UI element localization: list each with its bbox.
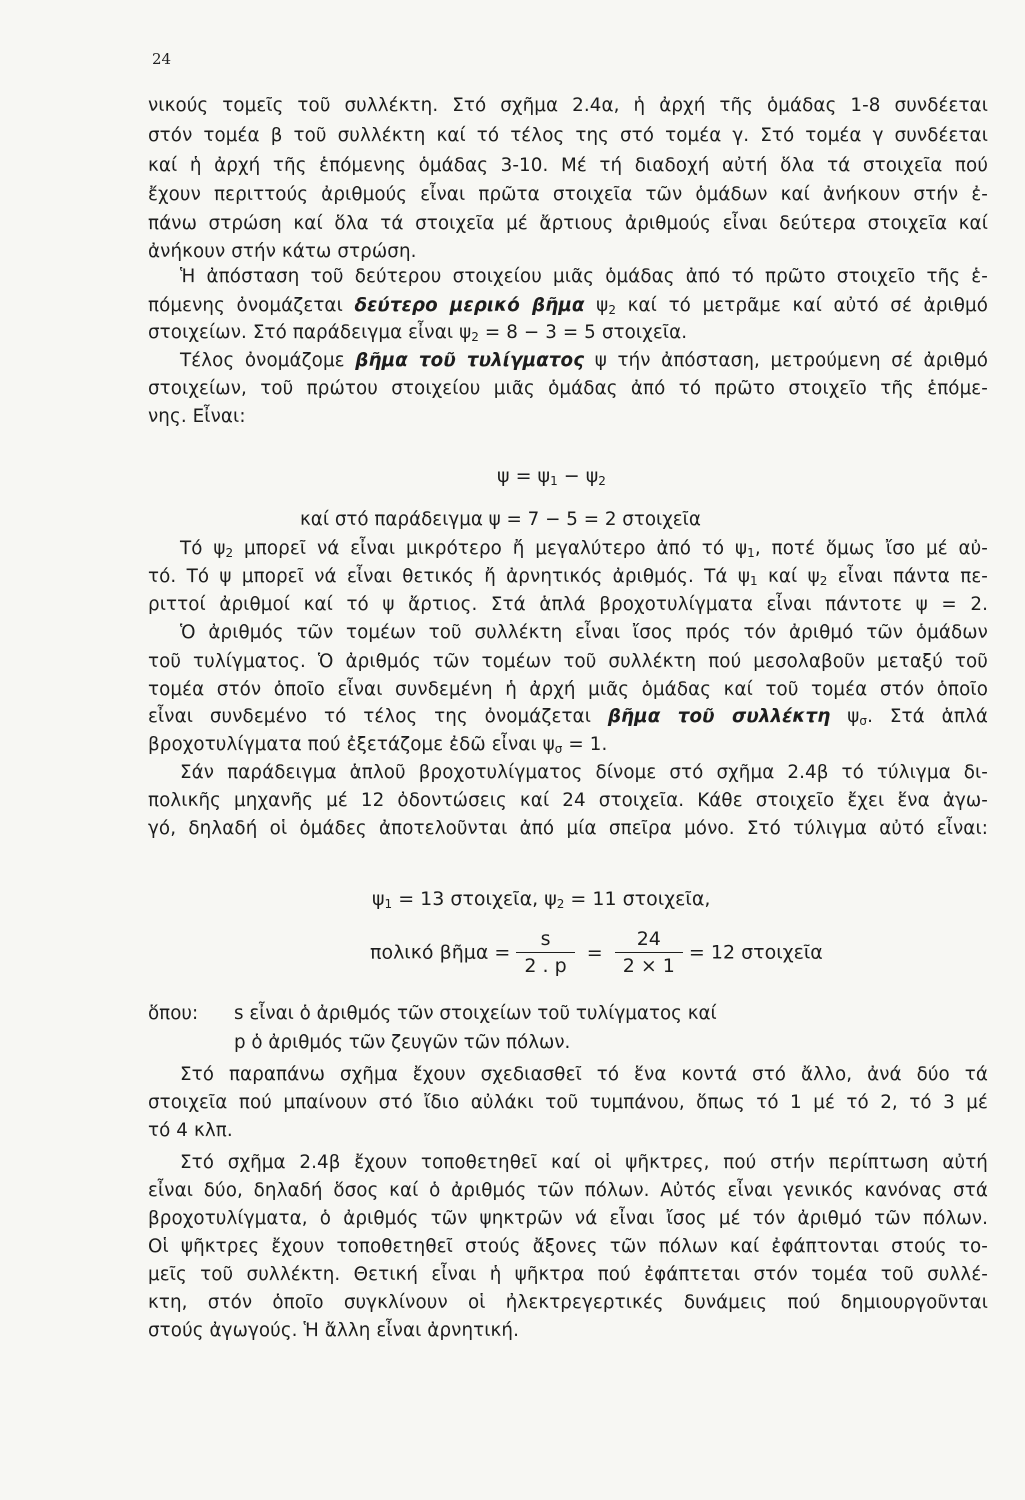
fraction-numerator: 24 xyxy=(615,928,683,953)
text-run: καί ψ xyxy=(757,566,820,587)
paragraph-line: στούς ἀγωγούς. Ἡ ἄλλη εἶναι ἀρνητική. xyxy=(148,1320,520,1341)
paragraph-line xyxy=(148,295,988,317)
fraction-denominator: 2 × 1 xyxy=(622,955,675,977)
paragraph-line: εἶναι δύο, δηλαδή ὅσος καί ὁ ἀριθμός τῶν πόλων. Αὐτός εἶναι γενικός κανόνας στά xyxy=(148,1180,988,1201)
definition-p: p ὁ ἀριθμός τῶν ζευγῶν τῶν πόλων. xyxy=(234,1032,571,1053)
subscript: 2 xyxy=(471,330,479,344)
paragraph-line: τομέα στόν ὁποῖο εἶναι συνδεμένη ἡ ἀρχή μιᾶς ὁμάδας καί τοῦ τομέα στόν ὁποῖο xyxy=(148,679,988,700)
text-run: , ποτέ ὅμως ἴσο μέ αὐ- xyxy=(754,538,989,559)
text-run: . Στά ἁπλά xyxy=(867,706,988,727)
text-run: Τό ψ xyxy=(180,538,226,559)
text-run: Τέλος ὀνομάζομε xyxy=(180,350,356,371)
equals-sign: = xyxy=(586,941,603,964)
paragraph-line: κτη, στόν ὁποῖο συγκλίνουν οἱ ἠλεκτρεγερτικές δυνάμεις πού δημιουργοῦνται xyxy=(148,1292,988,1313)
subscript: 1 xyxy=(384,897,393,911)
paragraph-line: στοιχεῖα πού μπαίνουν στό ἴδιο αὐλάκι τοῦ τυμπάνου, ὅπως τό 1 μέ τό 2, τό 3 μέ xyxy=(148,1092,988,1113)
definition-label: ὅπου: xyxy=(148,1003,199,1024)
subscript: σ xyxy=(554,742,563,756)
paragraph-line: νης. Εἶναι: xyxy=(148,406,246,427)
fraction-denominator: 2 . p xyxy=(524,955,567,977)
paragraph-line: ἀνήκουν στήν κάτω στρώση. xyxy=(148,241,417,262)
paragraph-line: Οἱ ψῆκτρες ἔχουν τοποθετηθεῖ στούς ἄξονες τῶν πόλων καί ἐφάπτονται στούς το- xyxy=(148,1236,988,1257)
equation-text: − ψ xyxy=(557,465,599,487)
text-run: τό. Τό ψ μπορεῖ νά εἶναι θετικός ἤ ἀρνητικός ἀριθμός. Τά ψ xyxy=(148,566,750,587)
subscript: 1 xyxy=(747,546,755,560)
equation-text: ψ xyxy=(372,888,385,910)
subscript: σ xyxy=(859,714,868,728)
paragraph-line: μεῖς τοῦ συλλέκτη. Θετική εἶναι ἡ ψῆκτρα πού ἐφάπτεται στόν τομέα τοῦ συλλέ- xyxy=(148,1264,988,1285)
equation-example: καί στό παράδειγμα ψ = 7 − 5 = 2 στοιχεῖα xyxy=(300,509,701,530)
paragraph-line xyxy=(148,566,988,588)
term-commutator-pitch: βῆμα τοῦ συλλέκτη xyxy=(607,706,831,727)
paragraph-line: στοιχείων, τοῦ πρώτου στοιχείου μιᾶς ὁμάδας ἀπό τό πρῶτο στοιχεῖο τῆς ἑπόμε- xyxy=(148,378,988,399)
text-run: στοιχείων. Στό παράδειγμα εἶναι ψ xyxy=(148,322,472,343)
text-run: εἶναι πάντα πε- xyxy=(827,566,988,587)
paragraph-line: Σάν παράδειγμα ἁπλοῦ βροχοτυλίγματος δίνομε στό σχῆμα 2.4β τό τύλιγμα δι- xyxy=(180,762,988,783)
page-number: 24 xyxy=(152,50,172,68)
subscript: 2 xyxy=(225,546,234,560)
equation-partial-pitches xyxy=(372,888,710,911)
text-run: μπορεῖ νά εἶναι μικρότερο ἤ μεγαλύτερο ἀπό τό ψ xyxy=(233,538,748,559)
paragraph-line xyxy=(180,538,988,560)
paragraph-line xyxy=(180,350,988,371)
fraction-24-over-2x1 xyxy=(615,928,683,977)
fraction-s-over-2p xyxy=(516,928,574,977)
paragraph-line: Στό σχῆμα 2.4β ἔχουν τοποθετηθεῖ καί οἱ ψῆκτρες, πού στήν περίπτωση αὐτή xyxy=(180,1152,988,1173)
text-run: πόμενης ὀνομάζεται xyxy=(148,295,355,316)
paragraph-line: ἔχουν περιττούς ἀριθμούς εἶναι πρῶτα στοιχεῖα τῶν ὁμάδων καί ἀνήκουν στήν ἐ- xyxy=(148,184,988,205)
paragraph-line: Ὁ ἀριθμός τῶν τομέων τοῦ συλλέκτη εἶναι ἴσος πρός τόν ἀριθμό τῶν ὁμάδων xyxy=(180,622,988,643)
text-run: ψ τήν ἀπόσταση, μετρούμενη σέ ἀριθμό xyxy=(584,350,988,371)
paragraph-line: Ἡ ἀπόσταση τοῦ δεύτερου στοιχείου μιᾶς ὁμάδας ἀπό τό πρῶτο στοιχεῖο τῆς ἑ- xyxy=(180,266,988,287)
paragraph-line xyxy=(148,734,607,756)
paragraph-line: γό, δηλαδή οἱ ὁμάδες ἀποτελοῦνται ἀπό μία σπεῖρα μόνο. Στό τύλιγμα αὐτό εἶναι: xyxy=(148,818,988,839)
text-run: = 1. xyxy=(562,734,608,755)
paragraph-line: ριττοί ἀριθμοί καί τό ψ ἄρτιος. Στά ἁπλά βροχοτυλίγματα εἶναι πάντοτε ψ = 2. xyxy=(148,594,988,615)
definition-s: s εἶναι ὁ ἀριθμός τῶν στοιχείων τοῦ τυλίγματος καί xyxy=(234,1003,717,1024)
equation-winding-pitch xyxy=(497,465,606,488)
subscript: 1 xyxy=(550,474,558,488)
text-run: = 8 − 3 = 5 στοιχεῖα. xyxy=(479,322,688,343)
equation-label: πολικό βῆμα = xyxy=(370,941,511,964)
text-run: εἶναι συνδεμένο τό τέλος της ὀνομάζεται xyxy=(148,706,608,727)
subscript: 2 xyxy=(556,897,565,911)
subscript: 1 xyxy=(750,574,758,588)
equation-text: = 13 στοιχεῖα, ψ xyxy=(392,888,557,910)
text-run: ψ xyxy=(830,706,860,727)
term-winding-pitch: βῆμα τοῦ τυλίγματος xyxy=(355,350,585,371)
equation-text: ψ = ψ xyxy=(497,465,551,487)
paragraph-line xyxy=(148,706,988,728)
paragraph-line: βροχοτυλίγματα, ὁ ἀριθμός τῶν ψηκτρῶν νά εἶναι ἴσος μέ τόν ἀριθμό τῶν πόλων. xyxy=(148,1208,988,1229)
paragraph-line: πολικῆς μηχανῆς μέ 12 ὀδοντώσεις καί 24 στοιχεῖα. Κάθε στοιχεῖο ἔχει ἕνα ἀγω- xyxy=(148,790,988,811)
subscript: 2 xyxy=(608,303,617,317)
subscript: 2 xyxy=(819,574,828,588)
equation-pole-pitch xyxy=(370,928,823,977)
text-run: ψ xyxy=(584,295,609,316)
fraction-numerator: s xyxy=(516,928,574,953)
equation-result: = 12 στοιχεῖα xyxy=(688,941,823,964)
paragraph-line: Στό παραπάνω σχῆμα ἔχουν σχεδιασθεῖ τό ἕνα κοντά στό ἄλλο, ἀνά δύο τά xyxy=(180,1064,988,1085)
paragraph-line xyxy=(148,322,687,344)
subscript: 2 xyxy=(598,474,606,488)
paragraph-line: καί ἡ ἀρχή τῆς ἑπόμενης ὁμάδας 3-10. Μέ τή διαδοχή αὐτή ὅλα τά στοιχεῖα πού xyxy=(148,155,988,176)
paragraph-line: τοῦ τυλίγματος. Ὁ ἀριθμός τῶν τομέων τοῦ συλλέκτη πού μεσολαβοῦν μεταξύ τοῦ xyxy=(148,651,988,672)
equation-text: = 11 στοιχεῖα, xyxy=(564,888,711,910)
paragraph-line: πάνω στρώση καί ὅλα τά στοιχεῖα μέ ἄρτιους ἀριθμούς εἶναι δεύτερα στοιχεῖα καί xyxy=(148,213,988,234)
paragraph-line: νικούς τομεῖς τοῦ συλλέκτη. Στό σχῆμα 2.4α, ἡ ἀρχή τῆς ὁμάδας 1-8 συνδέεται xyxy=(148,95,988,116)
paragraph-line: τό 4 κλπ. xyxy=(148,1120,233,1141)
term-second-partial-pitch: δεύτερο μερικό βῆμα xyxy=(354,295,585,316)
text-run: καί τό μετρᾶμε καί αὐτό σέ ἀριθμό xyxy=(616,295,988,316)
paragraph-line: στόν τομέα β τοῦ συλλέκτη καί τό τέλος της στό τομέα γ. Στό τομέα γ συνδέεται xyxy=(148,125,988,146)
text-run: βροχοτυλίγματα πού ἐξετάζομε ἐδῶ εἶναι ψ xyxy=(148,734,555,755)
